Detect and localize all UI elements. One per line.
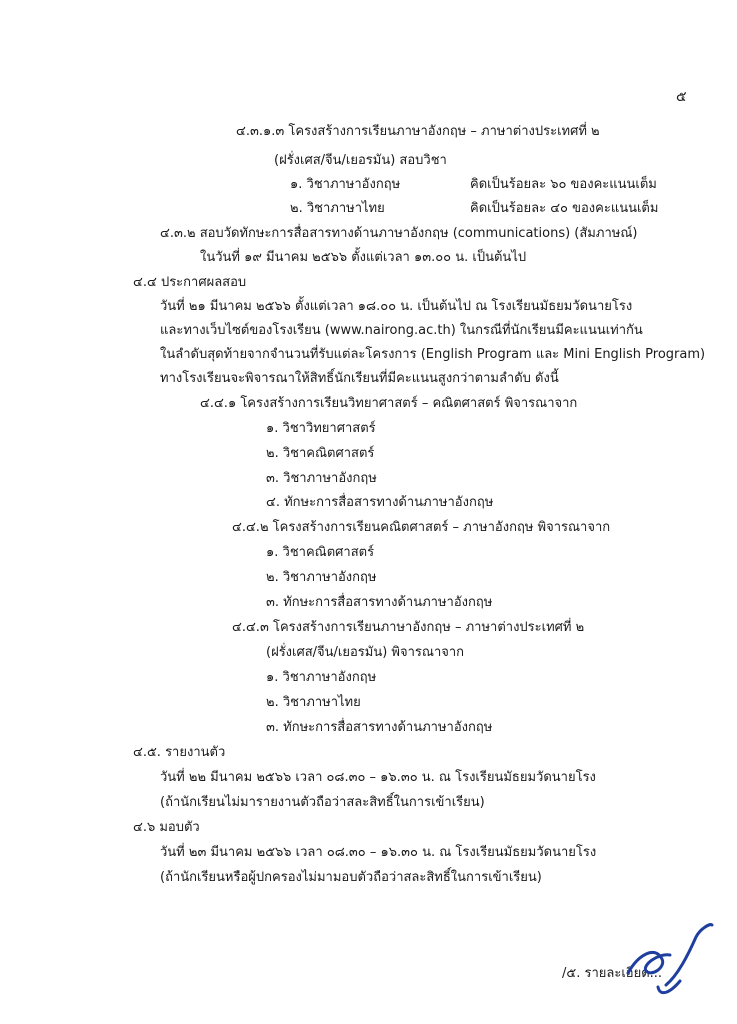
section-4-4-3-heading: ๔.๔.๓ โครงสร้างการเรียนภาษาอังกฤษ – ภาษาต่างประเทศที่ ๒ (232, 620, 585, 635)
section-4-3-2-heading: ๔.๓.๒ สอบวัดทักษะการสื่อสารทางด้านภาษาอังกฤษ (communications) (สัมภาษณ์) (160, 226, 638, 241)
report-note: (ถ้านักเรียนไม่มารายงานตัวถือว่าสละสิทธิ์ในการเข้าเรียน) (160, 795, 485, 810)
criteria-english-2: ๒. วิชาภาษาอังกฤษ (266, 570, 377, 585)
section-4-6-heading: ๔.๖ มอบตัว (133, 820, 200, 835)
section-4-3-1-3-subjects-intro: (ฝรั่งเศส/จีน/เยอรมัน) สอบวิชา (274, 153, 447, 168)
subject-english-label: ๑. วิชาภาษาอังกฤษ (290, 177, 401, 192)
section-4-3-2-date: ในวันที่ ๑๙ มีนาคม ๒๕๖๖ ตั้งแต่เวลา ๑๓.๐๐ น. เป็นต้นไป (200, 250, 527, 265)
criteria-english-3: ๑. วิชาภาษาอังกฤษ (266, 670, 377, 685)
criteria-communication-2: ๓. ทักษะการสื่อสารทางด้านภาษาอังกฤษ (266, 595, 493, 610)
section-4-4-heading: ๔.๔ ประกาศผลสอบ (133, 275, 247, 290)
report-date: วันที่ ๒๒ มีนาคม ๒๕๖๖ เวลา ๐๘.๓๐ – ๑๖.๓๐ น. ณ โรงเรียนมัธยมวัดนายโรง (160, 770, 596, 785)
criteria-science: ๑. วิชาวิทยาศาสตร์ (266, 421, 376, 436)
section-4-4-2-heading: ๔.๔.๒ โครงสร้างการเรียนคณิตศาสตร์ – ภาษาอังกฤษ พิจารณาจาก (232, 520, 611, 535)
results-paragraph-line-2: และทางเว็บไซต์ของโรงเรียน (www.nairong.ac.th) ในกรณีที่นักเรียนมีคะแนนเท่ากัน (160, 323, 643, 338)
section-4-4-3-languages: (ฝรั่งเศส/จีน/เยอรมัน) พิจารณาจาก (266, 645, 465, 660)
section-4-4-1-heading: ๔.๔.๑ โครงสร้างการเรียนวิทยาศาสตร์ – คณิตศาสตร์ พิจารณาจาก (200, 396, 578, 411)
criteria-math-2: ๑. วิชาคณิตศาสตร์ (266, 545, 375, 560)
criteria-math: ๒. วิชาคณิตศาสตร์ (266, 446, 375, 461)
section-4-5-heading: ๔.๕. รายงานตัว (133, 745, 226, 760)
subject-thai-label: ๒. วิชาภาษาไทย (290, 201, 385, 216)
subject-thai-weight: คิดเป็นร้อยละ ๔๐ ของคะแนนเต็ม (470, 201, 659, 216)
section-4-3-1-3-heading: ๔.๓.๑.๓ โครงสร้างการเรียนภาษาอังกฤษ – ภาษาต่างประเทศที่ ๒ (236, 124, 600, 139)
subject-english-weight: คิดเป็นร้อยละ ๖๐ ของคะแนนเต็ม (470, 177, 657, 192)
results-paragraph-line-1: วันที่ ๒๑ มีนาคม ๒๕๖๖ ตั้งแต่เวลา ๑๘.๐๐ น. เป็นต้นไป ณ โรงเรียนมัธยมวัดนายโรง (160, 299, 633, 314)
handwritten-signature (600, 915, 720, 1015)
page-number: ๕ (676, 89, 687, 105)
criteria-communication: ๔. ทักษะการสื่อสารทางด้านภาษาอังกฤษ (266, 495, 494, 510)
criteria-communication-3: ๓. ทักษะการสื่อสารทางด้านภาษาอังกฤษ (266, 720, 493, 735)
results-paragraph-line-4: ทางโรงเรียนจะพิจารณาให้สิทธิ์นักเรียนที่มีคะแนนสูงกว่าตามลำดับ ดังนี้ (160, 371, 559, 386)
criteria-english: ๓. วิชาภาษาอังกฤษ (266, 471, 377, 486)
continuation-reference: /๕. รายละเอียด... (562, 966, 663, 981)
enrol-date: วันที่ ๒๓ มีนาคม ๒๕๖๖ เวลา ๐๘.๓๐ – ๑๖.๓๐ น. ณ โรงเรียนมัธยมวัดนายโรง (160, 845, 597, 860)
results-paragraph-line-3: ในลำดับสุดท้ายจากจำนวนที่รับแต่ละโครงการ (English Program และ Mini English Program) (160, 347, 706, 362)
criteria-thai-3: ๒. วิชาภาษาไทย (266, 695, 361, 710)
enrol-note: (ถ้านักเรียนหรือผู้ปกครองไม่มามอบตัวถือว่าสละสิทธิ์ในการเข้าเรียน) (160, 870, 542, 885)
